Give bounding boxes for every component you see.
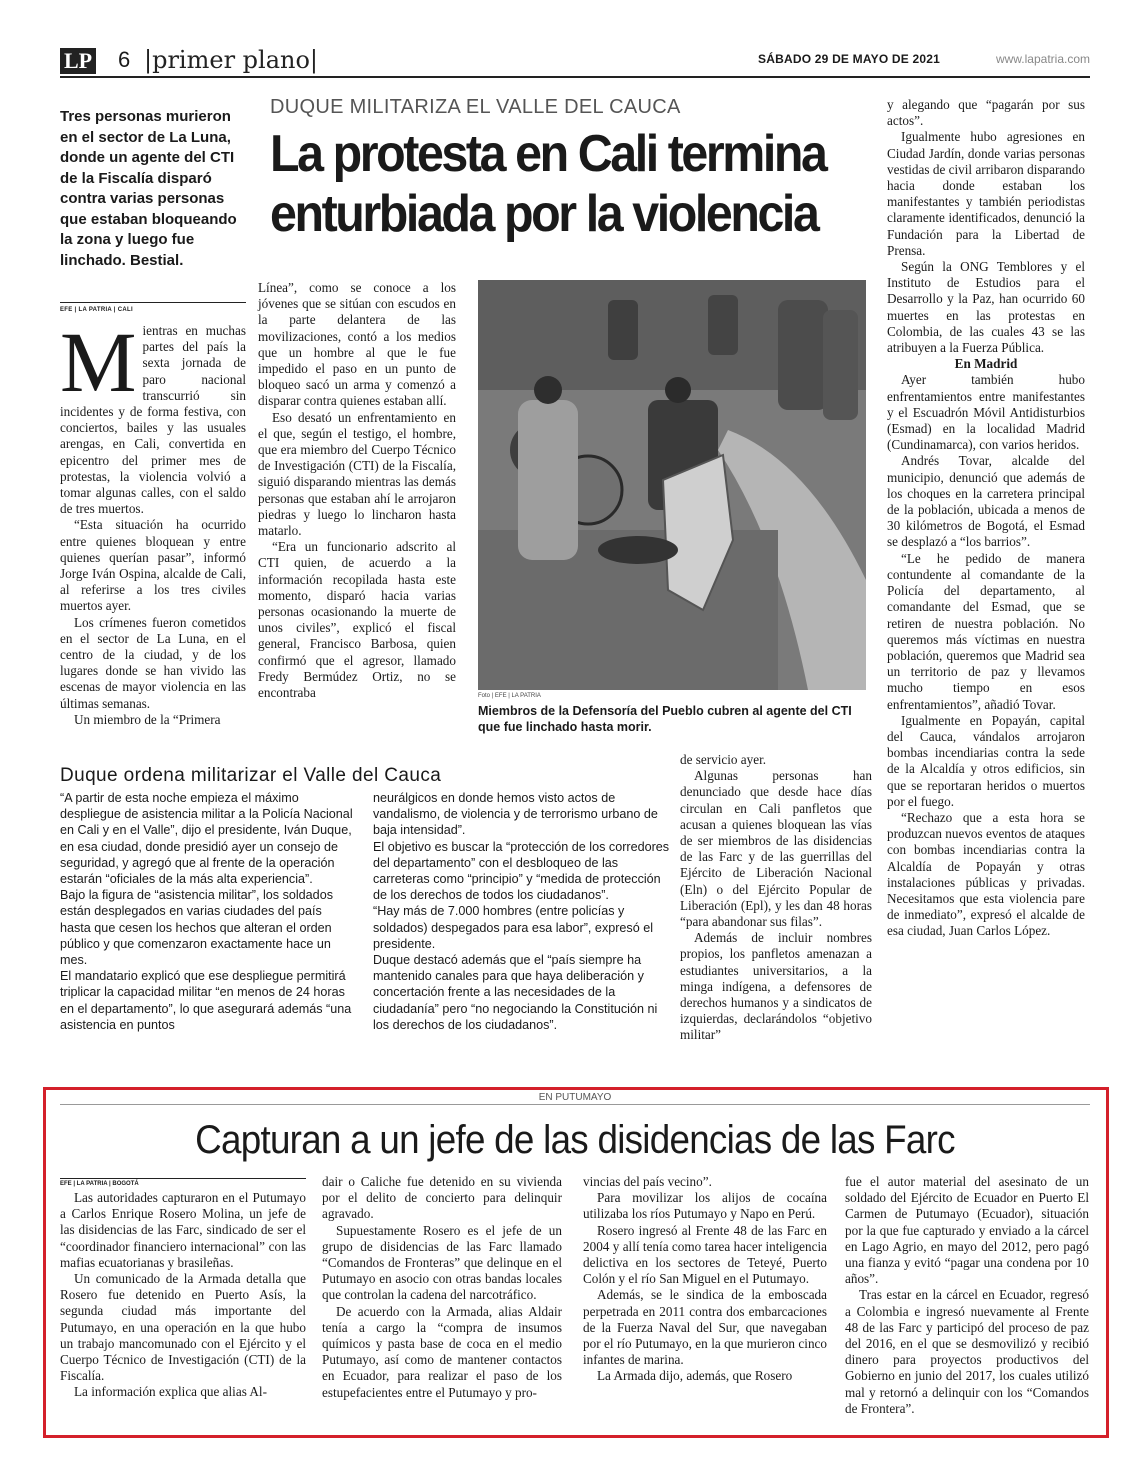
sidebar-title: Duque ordena militarizar el Valle del Cauca <box>60 765 442 786</box>
paragraph: El objetivo es buscar la “protección de los corredores del departamento” con el desbloqueo de las carreteras como “principio” y “medida de protección de los derechos de todos los ciudadanos”. <box>373 839 670 903</box>
section-name: |primer plano| <box>144 46 319 74</box>
article-kicker: DUQUE MILITARIZA EL VALLE DEL CAUCA <box>270 96 681 118</box>
bottom-column-4 <box>845 1174 1089 1417</box>
section-rule <box>60 1104 1090 1105</box>
paragraph: Las autoridades capturaron en el Putumayo a Carlos Enrique Rosero Molina, un jefe de las disidencias de las Farc, sindicado de ser el “coordinador financiero internacional” con las mafias ecuatorianas y brasileñas. <box>60 1190 306 1270</box>
sidebar-column-2 <box>373 790 670 1033</box>
drop-cap: M <box>60 314 137 410</box>
paragraph: De acuerdo con la Armada, alias Aldair tenía a cargo la “compra de insumos químicos y pasta base de coca en el medio Putumayo, así como de mantener contactos en Ecuador, para realizar el paso de los estupefacientes entre el Putumayo y pro- <box>322 1303 562 1400</box>
paragraph: Duque destacó además que el “país siempre ha mantenido canales para que haya deliberación y concertación frente a las necesidades de la ciudadanía” pero “no negociando la Constitución ni los derechos de los ciudadanos”. <box>373 953 658 1032</box>
paragraph: Igualmente hubo agresiones en Ciudad Jardín, donde varias personas vestidas de civil arribaron disparando hacia donde estaban los manifestantes y también periodistas claramente identificados, denunció la Fundación para la Libertad de Prensa. <box>887 129 1085 258</box>
paragraph: vincias del país vecino”. <box>583 1174 712 1189</box>
paragraph: “A partir de esta noche empieza el máximo despliegue de asistencia militar a la Policía Nacional en Cali y en el Valle”, dijo el presidente, Iván Duque, en esa ciudad, donde presidió ayer un consejo de seguridad, y agregó que al frente de la operación estarán “oficiales de la más alta experiencia”. <box>60 791 353 887</box>
paragraph: ientras en muchas partes del país la sexta jornada de paro nacional transcurrió sin incidentes y de forma festiva, con conciertos, bailes y las usuales arengas, en Cali, convertida en epicentro del primer mes de protestas, la violencia volvió a tomar algunas calles, con el saldo de tres muertos. <box>60 323 246 517</box>
article-column-1 <box>60 302 246 728</box>
paragraph: fue el autor material del asesinato de un soldado del Ejército de Ecuador en Puerto El Carmen de Putumayo (Ecuador), situación por la que fue capturado y enviado a la cárcel en Lago Agrio, en mayo del 2012, pero pagó una fianza y evitó “pagar una condena por 10 años”. <box>845 1174 1089 1287</box>
article-column-3 <box>680 752 872 1044</box>
paragraph: Rosero ingresó al Frente 48 de las Farc en 2004 y allí tenía como tarea hacer inteligencia delictiva en los sectores de Teteyé, Puerto Colón y el río San Miguel en el Putumayo. <box>583 1222 827 1287</box>
subheading: En Madrid <box>954 356 1018 372</box>
lead-blurb: Tres personas murieron en el sector de La Luna, donde un agente del CTI de la Fiscalía disparó contra varias personas que estaban bloqueando la zona y luego fue linchado. Bestial. <box>60 108 237 269</box>
paragraph: “Era un funcionario adscrito al CTI quien, de acuerdo a la información recopilada hasta este momento, disparó hacia varias personas ocasionando la muerte de unos civiles”, explicó el fiscal general, Francisco Barbosa, quien confirmó que el agresor, llamado Fredy Bermúdez Ortiz, no se encontraba <box>258 539 456 701</box>
page-header <box>60 46 1090 78</box>
paragraph: y alegando que “pagarán por sus actos”. <box>887 97 1085 129</box>
page-number: 6 <box>118 47 131 72</box>
article-column-2 <box>258 280 456 701</box>
paragraph: Además de incluir nombres propios, los panfletos amenazan a estudiantes universitarios, a la minga indígena, a defensores de derechos humanos y a sindicatos de izquierdas, declarándolos “objetivo militar” <box>680 930 872 1043</box>
paragraph: “Le he pedido de manera contundente al comandante de la Policía del departamento, al comandante del Esmad, que se retiren de nuestra población. No queremos más víctimas en nuestra población, queremos que Madrid sea un territorio de paz y llevamos mucho tiempo en esos enfrentamientos”, añadió Tovar. <box>887 550 1085 712</box>
bottom-kicker: EN PUTUMAYO <box>515 1092 635 1103</box>
paragraph: Además, se le sindica de la emboscada perpetrada en 2011 contra dos embarcaciones de la Fuerza Naval del Sur, que navegaban por el río Putumayo, en la que murieron cinco infantes de marina. <box>583 1287 827 1368</box>
news-photo <box>478 280 866 690</box>
paragraph: Ayer también hubo enfrentamientos entre manifestantes y el Escuadrón Móvil Antidisturbios (Esmad) en la localidad Madrid (Cundinamarca), con varios heridos. <box>887 372 1085 453</box>
paragraph: Un miembro de la “Primera <box>74 711 221 727</box>
paragraph: La Armada dijo, además, que Rosero <box>597 1368 793 1384</box>
paragraph: Tras estar en la cárcel en Ecuador, regresó a Colombia e ingresó nuevamente al Frente 48 de las Farc y participó del proceso de paz del 2016, en el que se desmovilizó y recibió dinero para proyectos productivos del Gobierno en junio del 2017, los cuales utilizó mal y retornó a delinquir con los “Comandos de Frontera”. <box>845 1287 1089 1416</box>
sidebar-column-1 <box>60 790 355 1033</box>
paragraph: Según la ONG Temblores y el Instituto de Estudios para el Desarrollo y la Paz, han ocurrido 60 muertes en las protestas en Colombia, de las cuales 43 se las atribuyen a la Fuerza Pública. <box>887 259 1085 356</box>
photo-caption: Miembros de la Defensoría del Pueblo cubren al agente del CTI que fue linchado hasta morir. <box>478 704 852 734</box>
paragraph: El mandatario explicó que ese despliegue permitirá triplicar la capacidad militar “en menos de 24 horas en el departamento”, lo que asegurará además “una asistencia en puntos <box>60 969 352 1032</box>
bottom-byline: EFE | LA PATRIA | BOGOTÁ <box>60 1178 306 1187</box>
paragraph: Línea”, como se conoce a los jóvenes que se sitúan con escudos en la parte delantera de las movilizaciones, contó a los medios que un hombre al que le fue impedido el paso en un punto de bloqueo sacó un arma y comenzó a disparar contra quienes estaban allí. <box>258 280 456 409</box>
bottom-headline: Capturan a un jefe de las disidencias de las Farc <box>195 1118 955 1162</box>
newspaper-logo: LP <box>60 48 96 74</box>
paragraph: Un comunicado de la Armada detalla que Rosero fue detenido en Puerto Asís, la segunda ciudad más importante del Putumayo, en una operación en la que hubo un trabajo mancomunado con el Ejército y el Cuerpo Técnico de Investigación (CTI) de la Fiscalía. <box>60 1271 306 1384</box>
paragraph: de servicio ayer. <box>680 752 767 767</box>
paragraph: Andrés Tovar, alcalde del municipio, denunció que además de los choques en la carretera principal de la población, ubicada a menos de 30 kilómetros de Bogotá, el Esmad se desplazó a “los barrios”. <box>887 453 1085 550</box>
paragraph: La información explica que alias Al- <box>74 1384 267 1400</box>
paragraph: “Rechazo que a esta hora se produzcan nuevos eventos de ataques con bombas incendiarias contra la Alcaldía de Popayán y otras instalaciones públicas y privadas. Necesitamos que esta violencia pare de inmediato”, expresó el alcalde de esa ciudad, Juan Carlos López. <box>887 809 1085 939</box>
article-column-right <box>887 97 1085 940</box>
article-headline: La protesta en Cali termina enturbiada por la violencia <box>270 125 826 243</box>
photo-credit: Foto | EFE | LA PATRIA <box>478 693 541 699</box>
paragraph: Igualmente en Popayán, capital del Cauca, vándalos arrojaron bombas incendiarias contra la sede de la Alcaldía y otros edificios, sin que se reportaran heridos o muertos por el fuego. <box>887 712 1085 809</box>
bottom-column-1 <box>60 1190 306 1401</box>
paragraph: “Esta situación ha ocurrido entre quienes bloquean y entre quienes querían pasar”, informó Jorge Iván Ospina, alcalde de Cali, al referirse a los tres civiles muertos ayer. <box>60 517 246 614</box>
website-link[interactable]: www.lapatria.com <box>995 52 1090 66</box>
paragraph: Eso desató un enfrentamiento en el que, según el testigo, el hombre, que era miembro del Cuerpo Técnico de Investigación (CTI) de la Fiscalía, siguió disparando mientras las demás personas que estaban ahí le arrojaron piedras y luego lo lincharon hasta matarlo. <box>258 409 456 539</box>
paragraph: Algunas personas han denunciado que desde hace días circulan en Cali panfletos que acusan a quienes bloquean las vías de ser miembros de las disidencias de las Farc y de las guerrillas del Ejército de Liberación Nacional (Eln) o del Ejército Popular de Liberación (Epl), y les dan 48 horas “para abandonar sus filas”. <box>680 768 872 930</box>
paragraph: Bajo la figura de “asistencia militar”, los soldados están desplegados en varias ciudades del país hasta que cesen los hechos que alteran el orden público y que comenzaron exactamente hace un mes. <box>60 888 333 968</box>
paragraph: neurálgicos en donde hemos visto actos de vandalismo, de violencia y de terrorismo urbano de baja intensidad”. <box>373 791 658 838</box>
protest-scene-image <box>478 280 866 690</box>
paragraph: dair o Caliche fue detenido en su vivienda por el delito de concierto para delinquir agravado. <box>322 1174 562 1222</box>
paragraph: Supuestamente Rosero es el jefe de un grupo de disidencias de las Farc llamado “Comandos de Fronteras” que delinque en el Putumayo en asocio con otras bandas locales que controlan la cadena del narcotráfico. <box>322 1222 562 1303</box>
paragraph: “Hay más de 7.000 hombres (entre policías y soldados) despegados para esa labor”, expresó el presidente. <box>373 904 654 951</box>
issue-date: SÁBADO 29 DE MAYO DE 2021 <box>758 52 940 66</box>
bottom-column-2 <box>322 1174 562 1401</box>
byline: EFE | LA PATRIA | CALI <box>60 302 246 317</box>
bottom-column-3 <box>583 1174 827 1385</box>
paragraph: Los crímenes fueron cometidos en el sector de La Luna, en el centro de la ciudad, y de los lugares donde se han vivido las escenas de mayor violencia en las últimas semanas. <box>60 614 246 711</box>
paragraph: Para movilizar los alijos de cocaína utilizaba los ríos Putumayo y Napo en Perú. <box>583 1190 827 1222</box>
